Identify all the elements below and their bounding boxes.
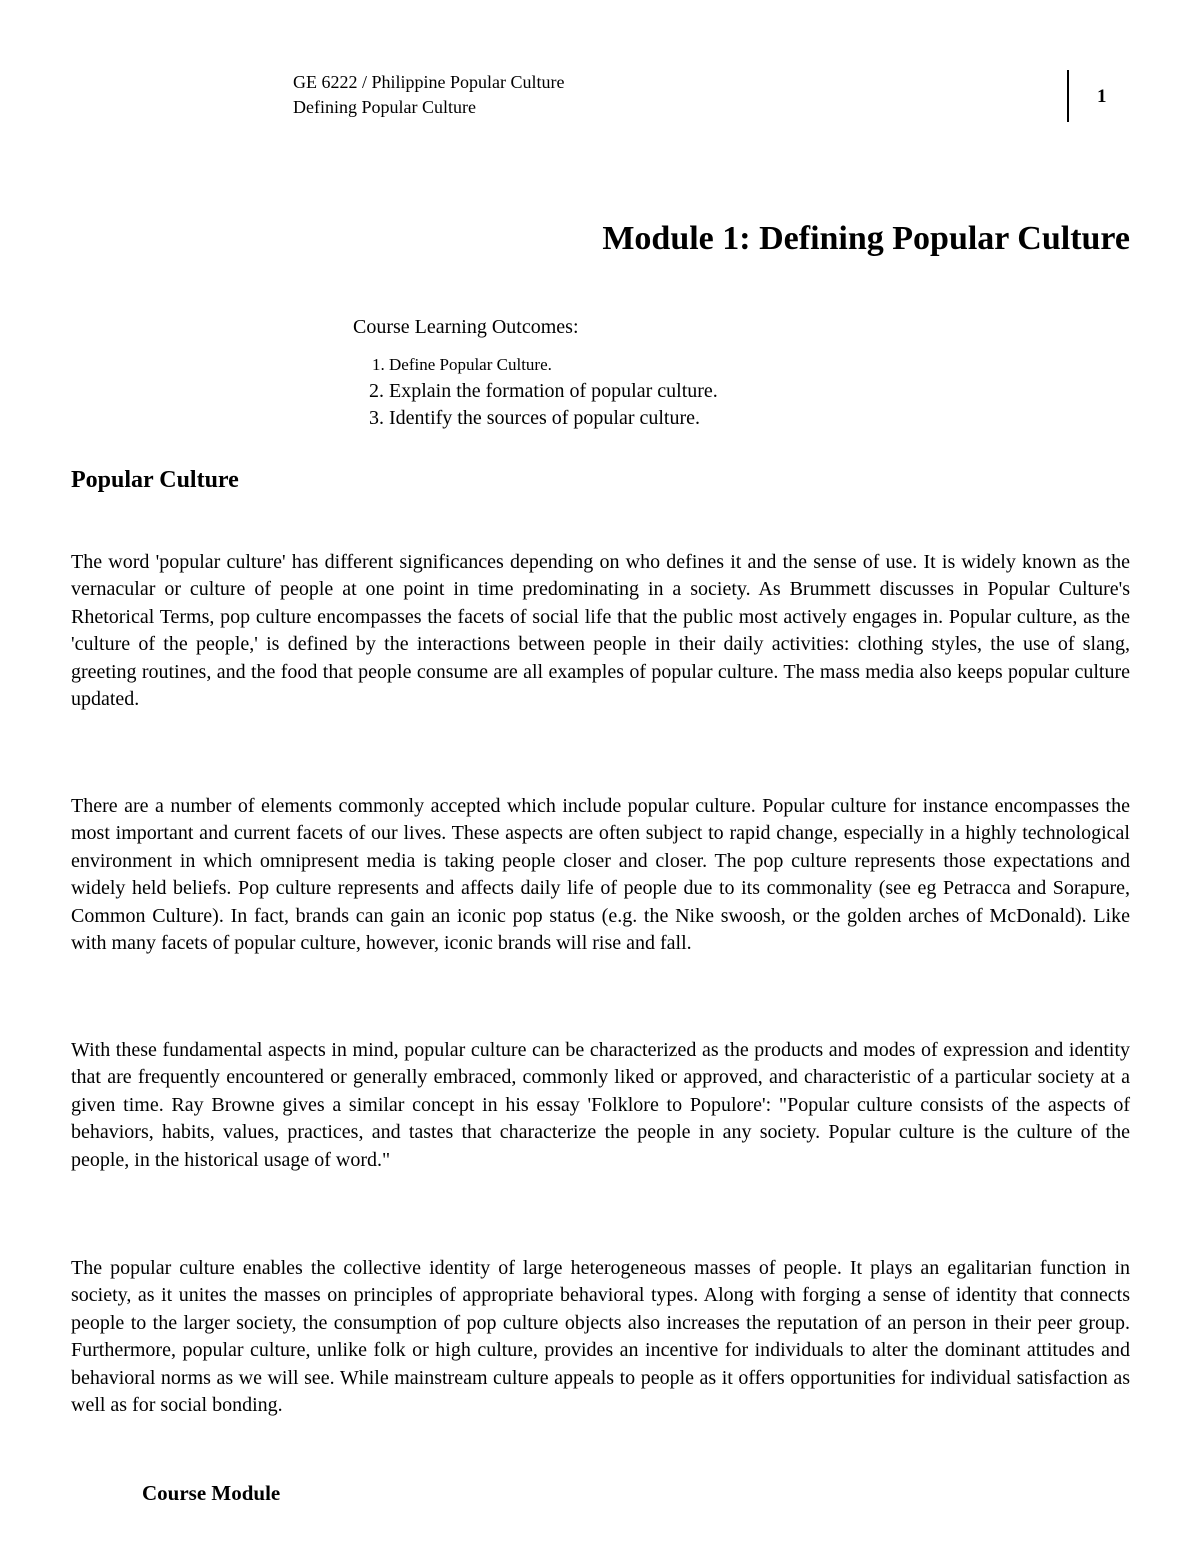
body-paragraph: With these fundamental aspects in mind, popular culture can be characterized as the products and modes of expression and identity that are frequently encountered or generally embraced, commonly liked or approved, and characteristic of a particular society at a given time. Ray Browne gives a similar concept in his essay 'Folklore to Populore': "Popular culture consists of the aspects of behaviors, habits, values, practices, and tastes that characterize the people in any society. Popular culture is the culture of the people, in the historical usage of word."	[71, 1039, 1130, 1171]
body-paragraph: The word 'popular culture' has different significances depending on who defines it and the sense of use. It is widely known as the vernacular or culture of people at one point in time predominating in a society. As Brummett discusses in Popular Culture's Rhetorical Terms, pop culture encompasses the facets of social life that the public most actively engages in. Popular culture, as the 'culture of the people,' is defined by the interactions between people in their daily activities: clothing styles, the use of slang, greeting routines, and the food that people consume are all examples of popular culture. The mass media also keeps popular culture updated.	[71, 551, 1130, 711]
page-header	[293, 70, 565, 120]
outcomes-list	[353, 351, 718, 432]
page-number: 1	[1097, 86, 1107, 107]
body-paragraph: There are a number of elements commonly accepted which include popular culture. Popular culture for instance encompasses the most important and current facets of our lives. These aspects are often subject to rapid change, especially in a highly technological environment in which omnipresent media is taking people closer and closer. The pop culture represents those expectations and widely held beliefs. Pop culture represents and affects daily life of people due to its commonality (see eg Petracca and Sorapure, Common Culture). In fact, brands can gain an iconic pop status (e.g. the Nike swoosh, or the golden arches of McDonald). Like with many facets of popular culture, however, iconic brands will rise and fall.	[71, 795, 1130, 955]
header-divider	[1067, 70, 1069, 122]
outcome-item: 1. Define Popular Culture.	[389, 351, 718, 378]
outcome-item: 2. Explain the formation of popular culture.	[389, 378, 718, 405]
module-title: Module 1: Defining Popular Culture	[602, 220, 1130, 257]
outcome-item: 3. Identify the sources of popular culture.	[389, 405, 718, 432]
outcomes-heading: Course Learning Outcomes:	[353, 316, 579, 338]
learning-outcomes	[353, 313, 718, 432]
body-paragraph: The popular culture enables the collective identity of large heterogeneous masses of people. It plays an egalitarian function in society, as it unites the masses on principles of appropriate behavioral types. Along with forging a sense of identity that connects people to the larger society, the consumption of pop culture objects also increases the reputation of an person in their peer group. Furthermore, popular culture, unlike folk or high culture, provides an incentive for individuals to alter the dominant attitudes and behavioral norms as we will see. While mainstream culture appeals to people as it offers opportunities for individual satisfaction as well as for social bonding.	[71, 1257, 1130, 1417]
course-title: GE 6222 / Philippine Popular Culture	[293, 72, 565, 92]
course-module-label: Course Module	[142, 1481, 281, 1505]
document-topic: Defining Popular Culture	[293, 97, 476, 117]
section-heading: Popular Culture	[71, 467, 239, 493]
